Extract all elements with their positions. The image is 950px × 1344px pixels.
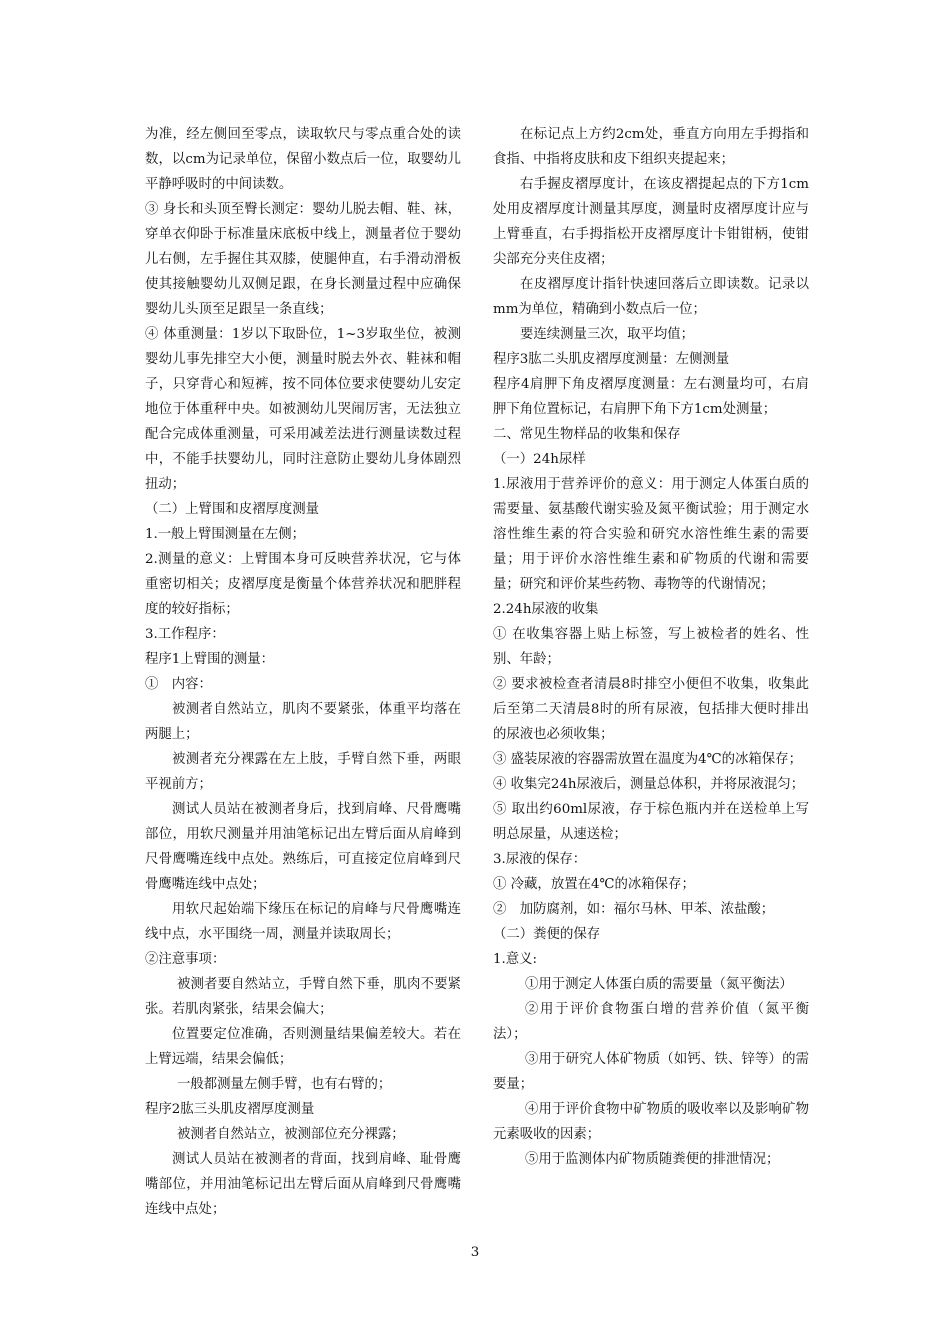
- paragraph: ⑤用于监测体内矿物质随粪便的排泄情况；: [525, 1152, 780, 1167]
- paragraph: 测试人员站在被测者身后，找到肩峰、尺骨鹰嘴部位，用软尺测量并用油笔标记出左臂后面从肩峰到尺骨鹰嘴连线中点处。熟练后，可直接定位肩峰到尺骨鹰嘴连线中点处；: [145, 802, 461, 892]
- paragraph: ③ 盛装尿液的容器需放置在温度为4℃的冰箱保存；: [493, 752, 802, 767]
- paragraph: ① 冷藏，放置在4℃的冰箱保存；: [493, 877, 695, 892]
- paragraph: 一般都测量左侧手臂，也有右臂的；: [177, 1077, 392, 1092]
- paragraph: 程序4肩胛下角皮褶厚度测量：左右测量均可，右肩胛下角位置标记，右肩胛下角下方1cm处测量；: [493, 377, 809, 417]
- paragraph: ④用于评价食物中矿物质的吸收率以及影响矿物元素吸收的因素；: [493, 1102, 809, 1142]
- left-column: [145, 122, 461, 1222]
- paragraph: 程序2肱三头肌皮褶厚度测量: [145, 1102, 315, 1117]
- paragraph: 被测者自然站立，肌肉不要紧张，体重平均落在两腿上；: [145, 702, 461, 742]
- paragraph: 1.一般上臂围测量在左侧；: [145, 527, 306, 542]
- paragraph: 1.尿液用于营养评价的意义：用于测定人体蛋白质的需要量、氨基酸代谢实验及氮平衡试验；用于测定水溶性维生素的符合实验和研究水溶性维生素的需要量；用于评价水溶性维生素和矿物质的代谢和需要量；研究和评价某些药物、毒物等的代谢情况；: [493, 477, 809, 592]
- right-column: [493, 122, 809, 1172]
- paragraph: ①用于测定人体蛋白质的需要量（氮平衡法）: [525, 977, 793, 992]
- paragraph: 2.24h尿液的收集: [493, 602, 599, 617]
- paragraph: 在皮褶厚度计指针快速回落后立即读数。记录以mm为单位，精确到小数点后一位；: [493, 277, 809, 317]
- paragraph: 程序3肱二头肌皮褶厚度测量：左侧测量: [493, 352, 730, 367]
- paragraph: 2.测量的意义：上臂围本身可反映营养状况，它与体重密切相关；皮褶厚度是衡量个体营养状况和肥胖程度的较好指标；: [145, 552, 461, 617]
- paragraph: 右手握皮褶厚度计，在该皮褶提起点的下方1cm处用皮褶厚度计测量其厚度，测量时皮褶厚度计应与上臂垂直，右手拇指松开皮褶厚度计卡钳钳柄，使钳尖部充分夹住皮褶；: [493, 177, 809, 267]
- paragraph: 3.工作程序：: [145, 627, 225, 642]
- paragraph: 被测者充分裸露在左上肢，手臂自然下垂，两眼平视前方；: [145, 752, 461, 792]
- paragraph: 位置要定位准确，否则测量结果偏差较大。若在上臂远端，结果会偏低；: [145, 1027, 461, 1067]
- paragraph: （二）粪便的保存: [493, 927, 601, 942]
- paragraph: ② 要求被检查者清晨8时排空小便但不收集，收集此后至第二天清晨8时的所有尿液，包括排大便时排出的尿液也必须收集；: [493, 677, 809, 742]
- paragraph: 在标记点上方约2cm处，垂直方向用左手拇指和食指、中指将皮肤和皮下组织夹提起来；: [493, 127, 809, 167]
- paragraph: 二、常见生物样品的收集和保存: [493, 427, 681, 442]
- paragraph: ④ 体重测量：1岁以下取卧位，1~3岁取坐位，被测婴幼儿事先排空大小便，测量时脱去外衣、鞋袜和帽子，只穿背心和短裤，按不同体位要求使婴幼儿安定地位于体重秤中央。如被测幼儿哭闹厉害，无法独立配合完成体重测量，可采用减差法进行测量读数过程中，不能手扶婴幼儿，同时注意防止婴幼儿身体剧烈扭动；: [145, 327, 461, 492]
- paragraph: 3.尿液的保存：: [493, 852, 587, 867]
- paragraph: 要连续测量三次，取平均值；: [520, 327, 695, 342]
- paragraph: 为准，经左侧回至零点，读取软尺与零点重合处的读数，以cm为记录单位，保留小数点后一位，取婴幼儿平静呼吸时的中间读数。: [145, 127, 461, 192]
- paragraph: （一）24h尿样: [493, 452, 586, 467]
- paragraph: 被测者要自然站立，手臂自然下垂，肌肉不要紧张。若肌肉紧张，结果会偏大；: [145, 977, 461, 1017]
- paragraph: ③ 身长和头顶至臀长测定：婴幼儿脱去帽、鞋、袜，穿单衣仰卧于标准量床底板中线上，测量者位于婴幼儿右侧，左手握住其双膝，使腿伸直，右手滑动滑板使其接触婴幼儿双侧足跟，在身长测量过程中应确保婴幼儿头顶至足跟呈一条直线；: [145, 202, 461, 317]
- paragraph: 被测者自然站立，被测部位充分裸露；: [177, 1127, 405, 1142]
- paragraph: ① 内容：: [145, 677, 212, 692]
- paragraph: ④ 收集完24h尿液后，测量总体积，并将尿液混匀；: [493, 777, 805, 792]
- paragraph: 用软尺起始端下缘压在标记的肩峰与尺骨鹰嘴连线中点，水平围绕一周，测量并读取周长；: [145, 902, 461, 942]
- paragraph: ⑤ 取出约60ml尿液，存于棕色瓶内并在送检单上写明总尿量，从速送检；: [493, 802, 809, 842]
- page-number: 3: [470, 1245, 480, 1260]
- paragraph: 测试人员站在被测者的背面，找到肩峰、耻骨鹰嘴部位，并用油笔标记出左臂后面从肩峰到尺骨鹰嘴连线中点处；: [145, 1152, 461, 1217]
- paragraph: ②用于评价食物蛋白增的营养价值（氮平衡法）；: [493, 1002, 809, 1042]
- paragraph: ③用于研究人体矿物质（如钙、铁、锌等）的需要量；: [493, 1052, 809, 1092]
- paragraph: 程序1上臂围的测量：: [145, 652, 275, 667]
- paragraph: ②注意事项：: [145, 952, 226, 967]
- paragraph: 1.意义:: [493, 952, 538, 967]
- paragraph: ① 在收集容器上贴上标签，写上被检者的姓名、性别、年龄；: [493, 627, 809, 667]
- paragraph: ② 加防腐剂，如：福尔马林、甲苯、浓盐酸；: [493, 902, 775, 917]
- paragraph: （二）上臂围和皮褶厚度测量: [145, 502, 320, 517]
